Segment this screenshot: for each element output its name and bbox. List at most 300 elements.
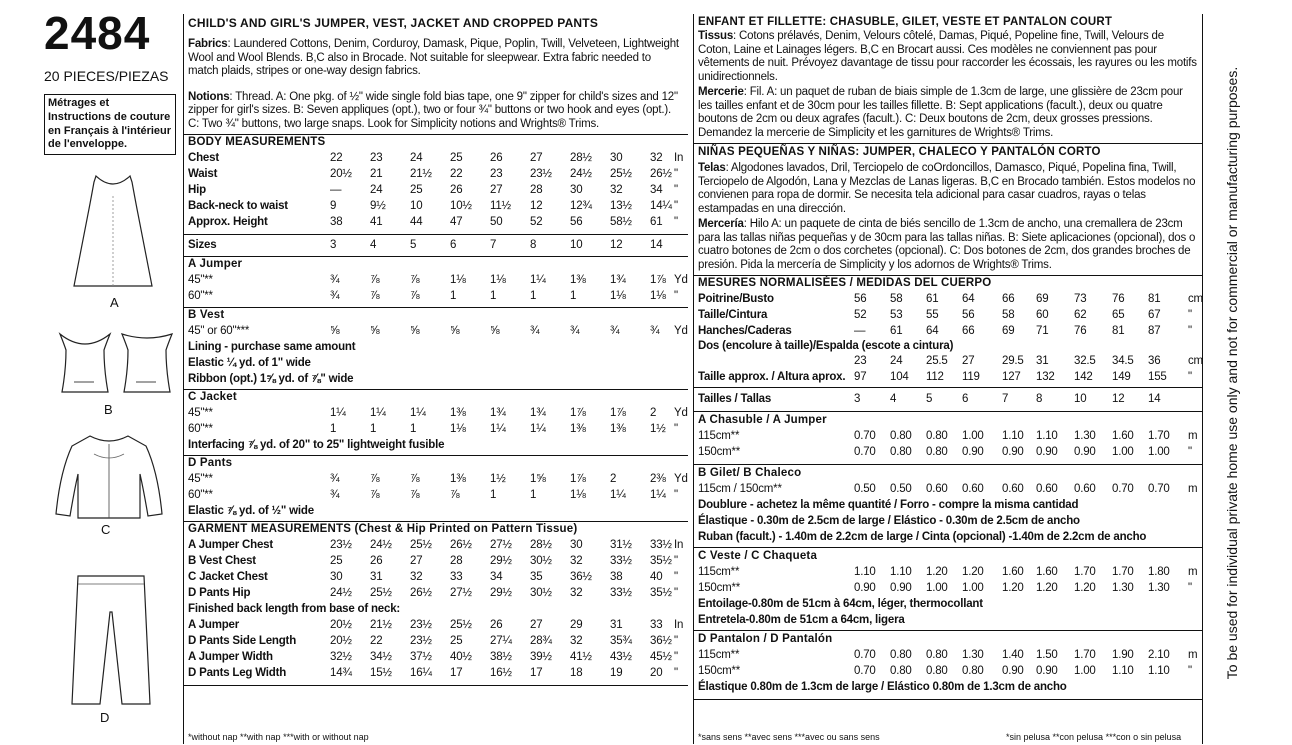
row-label: Hip — [188, 184, 206, 196]
row-value: 67 — [1148, 309, 1161, 321]
table-row — [184, 471, 688, 487]
finished-length-table — [184, 617, 688, 681]
row-value: 127 — [1002, 371, 1021, 383]
row-value: 26½ — [450, 539, 472, 551]
row-value: 32 — [570, 635, 583, 647]
row-value: 1⅜ — [570, 423, 586, 435]
row-value: 3 — [330, 239, 337, 251]
row-value: 1⅛ — [610, 290, 626, 302]
pieces-count: 20 PIECES/PIEZAS — [44, 68, 169, 84]
row-value: 1.60 — [1112, 430, 1134, 442]
row-value: 22 — [370, 635, 383, 647]
row-unit: " — [674, 489, 678, 501]
row-value: 35½ — [650, 555, 672, 567]
table-row — [184, 182, 688, 198]
row-value: 0.80 — [962, 665, 984, 677]
row-value: 19 — [610, 667, 623, 679]
row-label: A Jumper Chest — [188, 539, 273, 551]
row-value: 1.60 — [1036, 566, 1058, 578]
c-interfacing-note: Interfacing ⅞ yd. of 20" to 25" lightweight fusible — [188, 439, 445, 451]
tailles-row — [694, 391, 1202, 407]
merceria-paragraph — [694, 218, 1202, 272]
row-unit: " — [674, 667, 678, 679]
row-value: 14 — [1148, 393, 1161, 405]
row-value: 69 — [1036, 293, 1049, 305]
row-value: 0.60 — [1036, 483, 1058, 495]
table-row — [694, 291, 1202, 307]
row-value: 76 — [1112, 293, 1125, 305]
row-value: 1¾ — [610, 274, 626, 286]
row-value: 7 — [1002, 393, 1009, 405]
row-value: 14 — [650, 239, 663, 251]
table-row — [694, 564, 1202, 580]
row-value: 32 — [570, 587, 583, 599]
row-value: 28 — [530, 184, 543, 196]
row-value: 1 — [490, 290, 497, 302]
row-value: 31 — [1036, 355, 1049, 367]
row-value: 1¼ — [370, 407, 386, 419]
row-value: 30½ — [530, 555, 552, 567]
body-measurements-table — [184, 150, 688, 230]
row-value: 1.90 — [1112, 649, 1134, 661]
row-value: 1⅛ — [650, 290, 666, 302]
tissus-label: Tissus — [698, 30, 734, 42]
table-row — [184, 649, 688, 665]
row-value: 25 — [450, 635, 463, 647]
row-label: Taille/Cintura — [698, 309, 768, 321]
row-value: 18 — [570, 667, 583, 679]
row-value: 119 — [962, 371, 980, 383]
row-value: ¾ — [330, 489, 340, 501]
row-value: 33½ — [610, 555, 632, 567]
row-value: ⅝ — [410, 325, 420, 337]
row-value: 1.20 — [1074, 582, 1096, 594]
row-value: 58 — [1002, 309, 1015, 321]
view-label-b: B — [104, 402, 113, 417]
row-value: 24 — [370, 184, 383, 196]
row-value: 66 — [1002, 293, 1015, 305]
row-value: ¾ — [530, 325, 540, 337]
table-row — [184, 553, 688, 569]
row-value: 33½ — [610, 587, 632, 599]
row-value: 27 — [962, 355, 975, 367]
row-unit: Yd — [674, 274, 688, 286]
row-value: 27 — [530, 152, 543, 164]
row-value: 12 — [1112, 393, 1125, 405]
row-value: 26 — [490, 619, 503, 631]
row-value: 23½ — [330, 539, 352, 551]
row-value: 0.90 — [890, 582, 912, 594]
row-value: 23½ — [410, 635, 432, 647]
view-label-c: C — [101, 522, 111, 537]
row-value: 32 — [610, 184, 623, 196]
b-vest-yardage — [184, 323, 688, 339]
row-value: 1.00 — [1148, 446, 1170, 458]
table-row — [184, 537, 688, 553]
row-value: 1 — [570, 290, 577, 302]
row-value: 32.5 — [1074, 355, 1096, 367]
row-value: ⅞ — [410, 274, 420, 286]
row-value: 30 — [610, 152, 623, 164]
row-value: 20½ — [330, 635, 352, 647]
french-instructions-note: Métrages et Instructions de couture en Français à l'intérieur de l'enveloppe. — [44, 94, 176, 155]
row-value: 1.00 — [962, 582, 984, 594]
fr-c-yardage — [694, 564, 1202, 596]
row-value: 35 — [530, 571, 543, 583]
row-value: 0.80 — [926, 665, 948, 677]
row-unit: " — [674, 290, 678, 302]
row-value: 1.60 — [1002, 566, 1024, 578]
row-value: 53 — [890, 309, 903, 321]
b-vest-title: B Vest — [188, 309, 225, 321]
left-column — [0, 0, 180, 745]
row-value: 21 — [370, 168, 383, 180]
row-value: 0.80 — [890, 446, 912, 458]
row-unit: " — [674, 555, 678, 567]
row-value: 1¼ — [650, 489, 666, 501]
row-value: 32 — [410, 571, 423, 583]
row-value: 12¾ — [570, 200, 592, 212]
row-value: ⅞ — [410, 290, 420, 302]
english-title: CHILD'S AND GIRL'S JUMPER, VEST, JACKET AND CROPPED PANTS — [188, 16, 599, 30]
merceria-label: Mercería — [698, 218, 744, 230]
row-value: 64 — [962, 293, 975, 305]
fabrics-text: : Laundered Cottons, Denim, Corduroy, Damask, Pique, Poplin, Twill, Velveteen, Lightweight Wool and Wool Blends. B,C also in Brocade. Not suitable for sleepwear. Extra fabric needed to match plaids, stripes or one-way design fabrics. — [188, 38, 679, 77]
row-value: 55 — [926, 309, 939, 321]
tissus-paragraph — [694, 30, 1202, 84]
row-value: 38 — [610, 571, 623, 583]
row-value: 34.5 — [1112, 355, 1134, 367]
row-value: 0.70 — [854, 649, 876, 661]
row-value: 25.5 — [926, 355, 948, 367]
row-value: 16½ — [490, 667, 512, 679]
row-value: 0.90 — [854, 582, 876, 594]
row-value: 76 — [1074, 325, 1087, 337]
merceria-text: : Hilo A: un paquete de cinta de biés sencillo de 1.3cm de ancho, una cremallera de 23cm para las tallas niñas pequeñas y de 30cm para las tallas niñas. B: Siete aplicaciones (opcional), dos o cuatro botones de 2cm o dos corchetes (opcional). C: Dos botones de 2cm, dos grandes broches de presión. Pida la mercería de Simplicity y los adornos de Wrights® Trims. — [698, 218, 1196, 271]
row-value: 0.90 — [1002, 665, 1024, 677]
row-value: ¾ — [330, 290, 340, 302]
row-value: 0.80 — [890, 430, 912, 442]
row-value: 0.80 — [890, 649, 912, 661]
row-value: 142 — [1074, 371, 1093, 383]
row-label: 45" or 60"*** — [188, 325, 250, 337]
row-value: 155 — [1148, 371, 1167, 383]
row-label: 115cm** — [698, 566, 740, 578]
row-value: 30 — [330, 571, 343, 583]
row-value: 61 — [890, 325, 903, 337]
row-label: 60"** — [188, 489, 213, 501]
row-value: 29.5 — [1002, 355, 1024, 367]
row-value: ⅞ — [450, 489, 460, 501]
row-value: 112 — [926, 371, 944, 383]
row-value: 10 — [410, 200, 423, 212]
row-value: 0.90 — [1002, 446, 1024, 458]
table-row — [184, 166, 688, 182]
row-value: 1¾ — [530, 407, 546, 419]
row-label: 60"** — [188, 290, 213, 302]
row-label: D Pants Side Length — [188, 635, 297, 647]
row-label: B Vest Chest — [188, 555, 256, 567]
row-value: 39½ — [530, 651, 552, 663]
row-value: 11½ — [490, 200, 511, 212]
row-unit: In — [674, 152, 684, 164]
row-value: 38 — [330, 216, 343, 228]
row-value: 25 — [410, 184, 423, 196]
row-value: 0.90 — [962, 446, 984, 458]
row-value: 0.70 — [854, 446, 876, 458]
row-label: 60"** — [188, 423, 213, 435]
row-value: 62 — [1074, 309, 1087, 321]
row-value: 8 — [1036, 393, 1043, 405]
row-value: 24½ — [570, 168, 592, 180]
row-value: 27 — [490, 184, 503, 196]
row-value: 66 — [962, 325, 975, 337]
row-value: 0.60 — [926, 483, 948, 495]
row-value: 16¼ — [410, 667, 432, 679]
row-value: 0.90 — [1074, 446, 1096, 458]
row-value: 1¼ — [410, 407, 426, 419]
fr-d-elastique: Élastique 0.80m de 1.3cm de large / Elástico 0.80m de 1.3cm de ancho — [698, 681, 1067, 693]
fr-c-title: C Veste / C Chaqueta — [698, 550, 818, 562]
table-row — [694, 481, 1202, 497]
row-unit: " — [674, 587, 678, 599]
b-elastic-note: Elastic ¼ yd. of 1" wide — [188, 357, 311, 369]
row-unit: " — [1188, 446, 1192, 458]
row-value: 41½ — [570, 651, 592, 663]
row-value: 1¾ — [490, 407, 506, 419]
row-value: 30 — [570, 184, 583, 196]
row-value: 1.10 — [854, 566, 876, 578]
row-label: Chest — [188, 152, 219, 164]
row-unit: " — [1188, 665, 1192, 677]
row-value: 1.10 — [1036, 430, 1058, 442]
row-value: 29½ — [490, 587, 512, 599]
notions-text: : Thread. A: One pkg. of ½" wide single fold bias tape, one 9" zipper for child's sizes and 12" zipper for girl's sizes. B: Seven appliques (opt.), two or four ¾" buttons or two hook and eyes (opt.). C: Two ¾" buttons, two large snaps. Look for Simplicity notions and Wrights® Trims. — [188, 90, 678, 130]
row-label: Taille approx. / Altura aprox. — [698, 371, 846, 383]
row-value: 64 — [926, 325, 939, 337]
table-row — [184, 405, 688, 421]
row-value: 1 — [410, 423, 417, 435]
row-value: ⅞ — [370, 473, 380, 485]
table-row — [694, 444, 1202, 460]
garment-measurements-title: GARMENT MEASUREMENTS (Chest & Hip Printed on Pattern Tissue) — [188, 523, 578, 535]
row-value: 81 — [1112, 325, 1125, 337]
row-value: 8 — [530, 239, 537, 251]
fr-b-yardage — [694, 481, 1202, 497]
fr-a-yardage — [694, 428, 1202, 460]
row-value: 97 — [854, 371, 867, 383]
row-unit: cm — [1188, 355, 1203, 367]
table-row — [694, 580, 1202, 596]
row-value: 65 — [1112, 309, 1125, 321]
view-d-pants-drawing — [64, 572, 158, 708]
table-row — [694, 307, 1202, 323]
row-value: ¾ — [330, 274, 340, 286]
table-row — [184, 421, 688, 437]
telas-label: Telas — [698, 162, 726, 174]
row-value: ⅝ — [450, 325, 460, 337]
row-value: 1⅛ — [570, 489, 586, 501]
row-unit: " — [1188, 325, 1192, 337]
row-value: 1⅛ — [450, 274, 466, 286]
d-pants-title: D Pants — [188, 457, 233, 469]
row-unit: Yd — [674, 473, 688, 485]
row-value: 1⅜ — [610, 423, 626, 435]
row-value: 0.70 — [1148, 483, 1170, 495]
row-label: 45"** — [188, 473, 213, 485]
row-value: 2 — [650, 407, 657, 419]
row-unit: " — [674, 200, 678, 212]
row-value: 71 — [1036, 325, 1049, 337]
row-label: 115cm / 150cm** — [698, 483, 782, 495]
mercerie-label: Mercerie — [698, 86, 744, 98]
row-value: 1⅝ — [530, 473, 546, 485]
row-value: 1.70 — [1074, 566, 1096, 578]
row-value: 45½ — [650, 651, 672, 663]
row-value: 35½ — [650, 587, 672, 599]
row-value: 26 — [370, 555, 383, 567]
row-value: — — [854, 325, 866, 337]
row-value: 36 — [1148, 355, 1161, 367]
row-value: 24 — [410, 152, 423, 164]
row-unit: " — [674, 635, 678, 647]
row-value: 1¼ — [330, 407, 346, 419]
row-value: 0.60 — [1074, 483, 1096, 495]
row-value: 43½ — [610, 651, 632, 663]
row-value: 1.20 — [926, 566, 948, 578]
row-value: 50 — [490, 216, 503, 228]
dos-label: Dos (encolure à taille)/Espalda (escote a cintura) — [698, 340, 954, 352]
row-value: 9½ — [370, 200, 386, 212]
row-value: 21½ — [410, 168, 432, 180]
row-value: 56 — [570, 216, 583, 228]
row-value: 27¼ — [490, 635, 512, 647]
row-label: 45"** — [188, 274, 213, 286]
row-label: Tailles / Tallas — [698, 393, 772, 405]
row-value: 10 — [1074, 393, 1087, 405]
row-value: 9 — [330, 200, 337, 212]
row-unit: cm — [1188, 293, 1203, 305]
table-row — [694, 391, 1202, 407]
row-value: — — [330, 184, 342, 196]
row-value: 33 — [650, 619, 663, 631]
garment-measurements-table — [184, 537, 688, 601]
row-value: 44 — [410, 216, 423, 228]
row-label: D Pants Leg Width — [188, 667, 287, 679]
fr-b-ruban: Ruban (facult.) - 1.40m de 2.2cm de large / Cinta (opcional) -1.40m de 2.2cm de ancho — [698, 531, 1147, 543]
row-value: 30 — [570, 539, 583, 551]
row-value: 25½ — [450, 619, 472, 631]
row-value: 32 — [650, 152, 663, 164]
row-unit: " — [674, 571, 678, 583]
fr-b-doublure: Doublure - achetez la même quantité / Forro - compre la misma cantidad — [698, 499, 1079, 511]
table-row — [184, 198, 688, 214]
row-value: 1.00 — [1112, 446, 1134, 458]
row-value: 1.70 — [1112, 566, 1134, 578]
row-value: 1⅞ — [650, 274, 666, 286]
row-value: 1.10 — [1148, 665, 1170, 677]
row-value: 26 — [490, 152, 503, 164]
fr-c-entoilage: Entoilage-0.80m de 51cm à 64cm, léger, thermocollant — [698, 598, 983, 610]
finished-length-title: Finished back length from base of neck: — [188, 603, 401, 615]
row-label: A Jumper — [188, 619, 240, 631]
body-measurements-title: BODY MEASUREMENTS — [188, 136, 326, 148]
row-value: 25½ — [610, 168, 632, 180]
row-value: ⅞ — [370, 290, 380, 302]
row-value: 20 — [650, 667, 663, 679]
row-value: 40 — [650, 571, 663, 583]
row-value: 24½ — [370, 539, 392, 551]
row-value: 60 — [1036, 309, 1049, 321]
row-value: 0.90 — [1036, 665, 1058, 677]
row-value: 32 — [570, 555, 583, 567]
row-unit: Yd — [674, 325, 688, 337]
a-jumper-title: A Jumper — [188, 258, 243, 270]
row-value: 1.10 — [890, 566, 912, 578]
row-value: 17 — [530, 667, 543, 679]
english-column — [183, 14, 688, 744]
c-jacket-yardage — [184, 405, 688, 437]
row-value: 27 — [410, 555, 423, 567]
row-value: 149 — [1112, 371, 1131, 383]
mercerie-text: : Fil. A: un paquet de ruban de biais simple de 1.3cm de large, une glissière de 23cm pour les tailles enfant et de 30cm pour les tailles fillette. B: Sept applications (facult.), deux ou quatre boutons de 2cm ou deux agrafes (facult.). C: Deux boutons de 2cm, deux grosses pressions. Demandez la mercerie de Simplicity et les garnitures de Wrights® Trims. — [698, 86, 1183, 139]
row-value: 1.30 — [1112, 582, 1134, 594]
mesures-title: MESURES NORMALISÉES / MEDIDAS DEL CUERPO — [698, 277, 992, 289]
row-value: 1.10 — [1112, 665, 1134, 677]
row-value: 4 — [370, 239, 377, 251]
row-value: 28¾ — [530, 635, 552, 647]
row-value: 28½ — [530, 539, 552, 551]
row-unit: " — [674, 651, 678, 663]
view-b-vest-drawing — [56, 330, 176, 398]
view-label-d: D — [100, 710, 110, 725]
row-value: 22 — [450, 168, 463, 180]
row-value: 28 — [450, 555, 463, 567]
row-value: 1 — [530, 489, 537, 501]
row-value: 12 — [530, 200, 543, 212]
row-value: 6 — [962, 393, 969, 405]
row-value: 23 — [854, 355, 867, 367]
row-value: 52 — [530, 216, 543, 228]
row-value: 1⅛ — [490, 274, 506, 286]
row-label: C Jacket Chest — [188, 571, 268, 583]
row-value: 1¼ — [530, 274, 546, 286]
c-jacket-title: C Jacket — [188, 391, 237, 403]
row-value: 34 — [650, 184, 663, 196]
row-label: 115cm** — [698, 430, 740, 442]
row-value: ⅝ — [330, 325, 340, 337]
row-unit: " — [1188, 371, 1192, 383]
spanish-title: NIÑAS PEQUEÑAS Y NIÑAS: JUMPER, CHALECO Y PANTALÓN CORTO — [698, 146, 1101, 158]
telas-paragraph — [694, 162, 1202, 216]
row-value: 36½ — [570, 571, 592, 583]
row-unit: " — [1188, 309, 1192, 321]
row-value: 26 — [450, 184, 463, 196]
fr-b-title: B Gilet/ B Chaleco — [698, 467, 802, 479]
row-value: 34½ — [370, 651, 392, 663]
row-value: 1 — [530, 290, 537, 302]
row-value: 33½ — [650, 539, 672, 551]
row-label: Sizes — [188, 239, 217, 251]
row-value: 33 — [450, 571, 463, 583]
row-value: 3 — [854, 393, 861, 405]
row-value: 1¼ — [530, 423, 546, 435]
row-value: ¾ — [330, 473, 340, 485]
french-title: ENFANT ET FILLETTE: CHASUBLE, GILET, VESTE ET PANTALON COURT — [698, 16, 1113, 28]
row-value: 21½ — [370, 619, 392, 631]
row-value: 73 — [1074, 293, 1087, 305]
row-unit: " — [674, 168, 678, 180]
